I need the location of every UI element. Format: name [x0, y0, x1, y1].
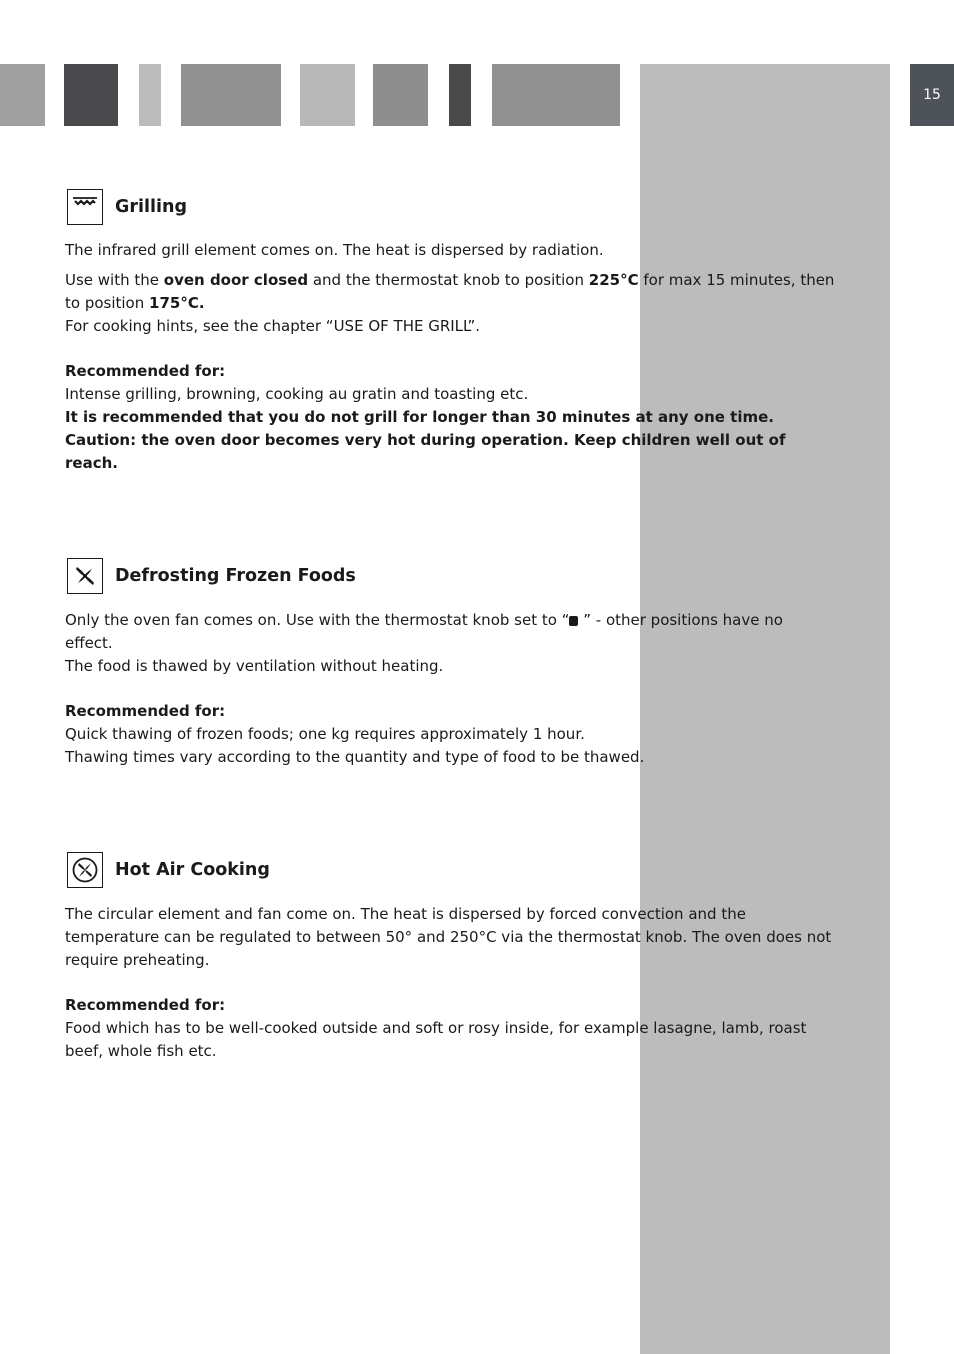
hot-air-description: The circular element and fan come on. The heat is dispersed by forced convection and the temperature can be regulated to between 50° and 250°C via the thermostat knob. The oven does not require preheating.	[65, 905, 832, 969]
header-bar-2	[64, 64, 118, 126]
section-heading	[67, 187, 835, 227]
header-bar-4	[181, 64, 281, 126]
recommended-label: Recommended for:	[65, 362, 226, 380]
defrost-description: Only the oven fan comes on. Use with the thermostat knob set to “ ” - other positions have no effect.	[65, 611, 783, 652]
section-grilling	[65, 187, 835, 475]
section-hot-air	[65, 850, 835, 1063]
section-heading	[67, 556, 835, 596]
circular-fan-icon	[67, 852, 103, 888]
recommended-text: Quick thawing of frozen foods; one kg requires approximately 1 hour.	[65, 725, 585, 743]
grill-intro: The infrared grill element comes on. The heat is dispersed by radiation.	[65, 241, 604, 259]
section-defrosting	[65, 556, 835, 769]
section-title: Defrosting Frozen Foods	[115, 565, 356, 586]
header-bar-1	[0, 64, 45, 126]
fan-icon	[67, 558, 103, 594]
header-bar-5	[300, 64, 355, 126]
header-bar-7	[449, 64, 471, 126]
header-bar-3	[139, 64, 161, 126]
grill-usage: Use with the oven door closed and the thermostat knob to position 225°C for max 15 minutes, then to position 175°C.	[65, 271, 835, 312]
grill-icon	[67, 189, 103, 225]
section-title: Grilling	[115, 196, 187, 217]
header-bar-8	[492, 64, 620, 126]
recommended-text-2: Thawing times vary according to the quantity and type of food to be thawed.	[65, 748, 645, 766]
page-number: 15	[910, 64, 954, 126]
recommended-text: Intense grilling, browning, cooking au gratin and toasting etc.	[65, 385, 529, 403]
grill-warning: It is recommended that you do not grill for longer than 30 minutes at any one time.	[65, 408, 774, 426]
grill-caution: Caution: the oven door becomes very hot during operation. Keep children well out of reach.	[65, 431, 786, 472]
recommended-label: Recommended for:	[65, 702, 226, 720]
recommended-text: Food which has to be well-cooked outside and soft or rosy inside, for example lasagne, lamb, roast beef, whole fish etc.	[65, 1019, 807, 1060]
header-bar-6	[373, 64, 428, 126]
section-title: Hot Air Cooking	[115, 859, 270, 880]
section-heading	[67, 850, 835, 890]
grill-hint: For cooking hints, see the chapter “USE OF THE GRILL”.	[65, 317, 480, 335]
recommended-label: Recommended for:	[65, 996, 226, 1014]
defrost-description-2: The food is thawed by ventilation without heating.	[65, 657, 444, 675]
